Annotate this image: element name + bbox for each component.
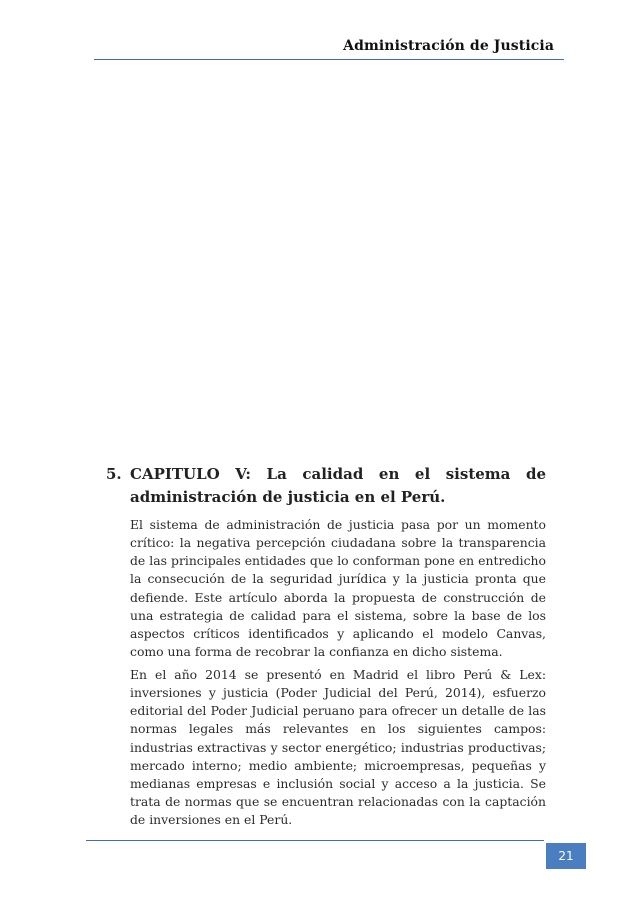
header-title: Administración de Justicia	[343, 38, 554, 54]
body-paragraph-2: En el año 2014 se presentó en Madrid el libro Perú & Lex: inversiones y justicia (Poder Judicial del Perú, 2014), esfuerzo editorial del Poder Judicial peruano para ofrecer un detalle de las normas legales más relevantes en los siguientes campos: industrias extractivas y sector energético; industrias productivas; mercado interno; medio ambiente; microempresas, pequeñas y medianas empresas e inclusión social y acceso a la justicia. Se trata de normas que se encuentran relacionadas con la captación de inversiones en el Perú.	[130, 667, 546, 828]
footer-divider	[86, 840, 544, 841]
chapter-title-line-1: CAPITULO V: La calidad en el sistema de	[130, 465, 546, 483]
chapter-title	[130, 463, 546, 509]
header-divider	[94, 59, 564, 60]
body-paragraph-1: El sistema de administración de justicia pasa por un momento crítico: la negativa percepción ciudadana sobre la transparencia de las principales entidades que lo conforman pone en entredicho la consecución de la seguridad jurídica y la justicia pronta que defiende. Este artículo aborda la propuesta de construcción de una estrategia de calidad para el sistema, sobre la base de los aspectos críticos identificados y aplicando el modelo Canvas, como una forma de recobrar la confianza en dicho sistema.	[130, 517, 546, 660]
page-number: 21	[546, 843, 586, 869]
chapter-title-line-2: administración de justicia en el Perú.	[130, 488, 446, 506]
chapter-number: 5.	[106, 465, 122, 483]
